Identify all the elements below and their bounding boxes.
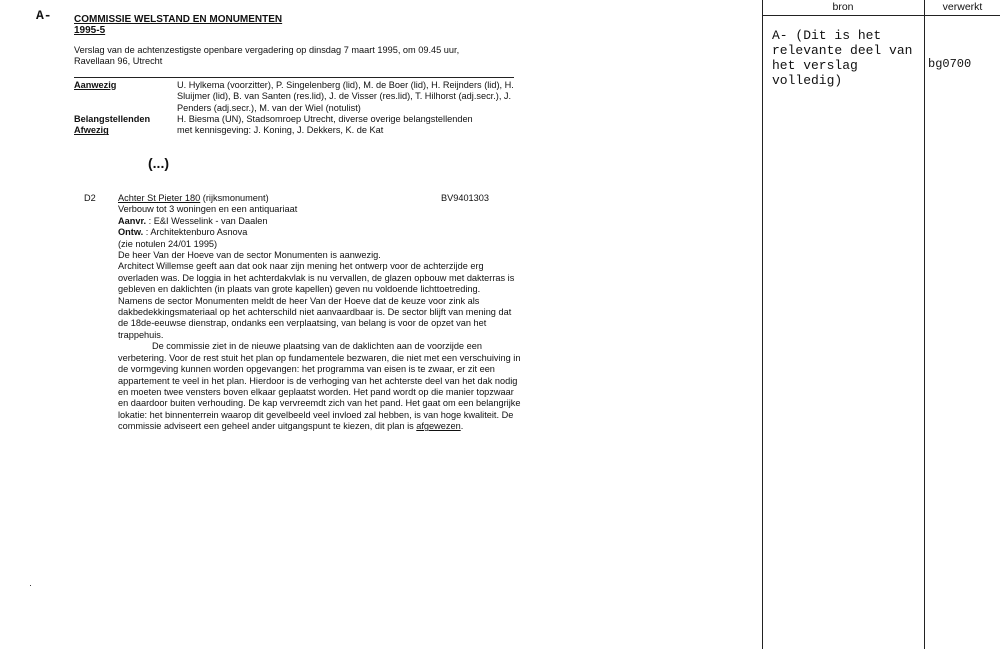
applicant-label: Aanvr. (118, 215, 147, 226)
minutes-header (74, 14, 514, 137)
document-number: 1995-5 (74, 25, 106, 36)
intro-line-1: Verslag van de achtenzestigste openbare vergadering op dinsdag 7 maart 1995, om 09.45 uur, (74, 45, 460, 55)
bron-cell-text: A- (Dit is het relevante deel van het verslag volledig) (772, 28, 913, 88)
paragraph: De heer Van der Hoeve van de sector Monumenten is aanwezig. (118, 250, 381, 261)
applicant-value: : E&I Wesselink - van Daalen (146, 215, 268, 226)
omission-mark: (...) (148, 155, 169, 171)
designer-label: Ontw. (118, 227, 144, 238)
paragraph-decision (118, 341, 524, 432)
meeting-intro (74, 45, 514, 68)
agenda-item (84, 193, 524, 433)
column-header-bron: bron (832, 1, 854, 13)
source-form-table (762, 0, 1000, 649)
attendance-text: H. Biesma (UN), Stadsomroep Utrecht, diverse overige belangstellenden (177, 114, 473, 125)
attendance-row (74, 125, 514, 136)
paragraph: Namens de sector Monumenten meldt de heer Van der Hoeve dat de keuze voor zink als dakbedekkingsmateriaal op het achterschild niet aanvaardbaar is. De sector blijft van mening dat de 18de-eeuwse dienstrap, ondanks een verplaatsing, van belang is voor de opzet van het trappehuis. (118, 295, 512, 340)
verwerkt-cell-text: bg0700 (928, 57, 972, 71)
scan-speck: · (29, 580, 32, 590)
attendance-text: met kennisgeving: J. Koning, J. Dekkers, K. de Kat (177, 125, 384, 136)
item-description: Verbouw tot 3 woningen en een antiquariaat (118, 204, 298, 215)
item-body (118, 193, 524, 433)
designer-value: : Architektenburo Asnova (143, 227, 248, 238)
item-title: Achter St Pieter 180 (118, 193, 201, 203)
attendance-label: Afwezig (74, 125, 109, 136)
paragraph: Architect Willemse geeft aan dat ook naar zijn mening het ontwerp voor de achterzijde erg overladen was. De loggia in het achterdakvlak is nu vervallen, de glazen opbouw met dakterras is gebleven en daklichten (in plaats van grote kapellen) geven nu voldoende lichttoetreding. (118, 261, 515, 295)
table-border-left (762, 0, 763, 649)
attendance-row (74, 114, 514, 125)
item-heading (118, 193, 489, 204)
intro-line-2: Ravellaan 96, Utrecht (74, 56, 163, 67)
decision-text: De commissie ziet in de nieuwe plaatsing van de daklichten aan de voorzijde een verbetering. Voor de rest stuit het plan op fundamentele bezwaren, die niet met een verschuiving in de vormgeving kunnen worden opgevangen: het programma van eisen is te zwaar, er zit een appartement te veel in het plan. Hierdoor is de verhoging van het achterste deel van het dak nodig en moeten twee vensters boven elkaar geplaatst worden. Het pand wordt op die manier topzwaar en daardoor buiten verhouding. De kap vervreemdt zich van het pand. Het gaat om een belangrijke lokatie: het binnenterrein waarop dit gevelbeeld veel invloed zal hebben, is van hoge kwaliteit. De commissie adviseert een geheel ander uitgangspunt te kiezen, dit plan is (118, 341, 521, 432)
attendance-label: Belangstellenden (74, 114, 151, 125)
attendance-label: Aanwezig (74, 79, 117, 90)
table-header-rule (762, 15, 1000, 16)
item-title-suffix: (rijksmonument) (200, 193, 269, 203)
document-title: COMMISSIE WELSTAND EN MONUMENTEN (74, 14, 283, 25)
designer-line (118, 227, 524, 238)
item-title-group (118, 193, 269, 204)
column-header-verwerkt: verwerkt (942, 1, 983, 13)
applicant-line (118, 216, 524, 227)
decision-verdict: afgewezen (416, 421, 461, 432)
item-number: BV9401303 (440, 193, 489, 203)
attendance-row (74, 80, 514, 114)
notulen-reference: (zie notulen 24/01 1995) (118, 238, 218, 249)
item-code: D2 (84, 193, 96, 203)
margin-mark: A- (36, 8, 52, 23)
attendance-text: U. Hylkema (voorzitter), P. Singelenberg (lid), M. de Boer (lid), H. Reijnders (lid), H. Sluijmer (lid), B. van Santen (res.lid), J. de Visser (res.lid), T. Hilhorst (adj.secr.), J. Penders (adj.secr.), M. van der Wiel (notulist) (177, 79, 514, 113)
decision-period: . (460, 421, 464, 432)
attendance-list (74, 77, 514, 137)
table-column-divider (924, 0, 925, 649)
